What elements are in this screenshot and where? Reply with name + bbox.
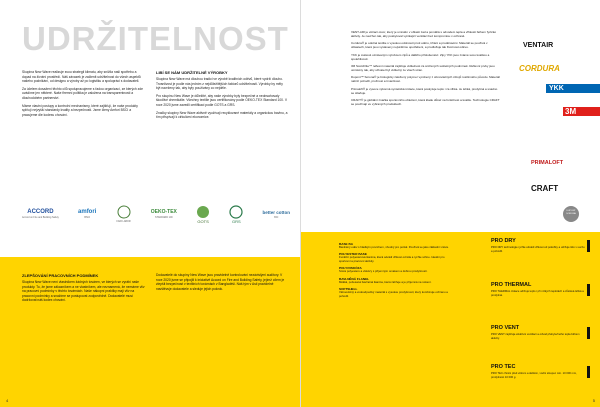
sustainable-products-column	[156, 70, 288, 123]
3m-logo: 3M	[563, 107, 600, 116]
paragraph: Dupont™ Sorona® je biologicky založený polymer vyrobený z obnovitelných zdrojů rostlinného původu. Materiál nabízí pohodlí, pružnost a trvanlivost.	[351, 75, 500, 84]
paragraph: YKK je světově uznávaným výrobcem zipů a dalšího příslušenství. Zipy YKK jsou známé svou kvalitou a spolehlivostí.	[351, 52, 490, 61]
paragraph: Pro skupinu New Wave je důležité, aby naše výrobky byly bezpečné a neobsahovaly škodlivé chemikálie. Všechny textilie jsou certifikovány podle OEKO-TEX Standard 100. V roce 2020 jsme zavedli certifikaci podle GOTS a GRS.	[156, 93, 288, 107]
paragraph: CRAFT® je globální značka sportovního oblečení, která klade důraz na funkčnost a kvalitu. Technologie CRAFT se používají ve vybraných produktech.	[351, 97, 500, 107]
paragraph: Skupina New Wave není vlastníkem žádných továren, ve kterých se vyrábí naše produkty. To, že jsme zákazníkem a ne vlastníkem, ale neznamená, že nemáme vliv na pracovní podmínky v těchto továrnách. Naše nákupní praktiky mají vliv na pracovní podmínky a snažíme se postupovat zodpovědně. Dodavatelé musí dodržovat náš kodex chování.	[22, 280, 145, 303]
right-page	[300, 0, 600, 407]
paragraph: Primaloft® je vysoce výkonná syntetická izolace, která poskytuje teplo i za vlhka. Je lehká, prodyšná a snadno se stlačuje.	[351, 86, 498, 95]
fair-labor-logo: FAIR LABOR	[116, 205, 132, 223]
grs-logo: GRS	[229, 205, 243, 224]
craft-logo: CRAFT	[531, 184, 559, 193]
paragraph: VENT-AIR je větrací otvor, který je umístěn v oblasti zad a pomáhá s odvodem tepla a vlhkosti během fyzické aktivity. Je navržen tak, aby poskytoval vynikající ventilaci bez kompromisu v ochraně.	[351, 30, 496, 39]
accord-logo: ACCORD Accord on Fire and Building Safety	[22, 209, 59, 219]
cordura-logo: CORDURA	[519, 64, 560, 73]
product-pro-tec: PRO TEC PRO TEC chrání před větrem a deštěm, vodní sloupec min. 10 000 mm, prodyšnost 10 000 g.	[491, 364, 600, 379]
sorona-badge: DUPONT SORONA	[563, 206, 579, 222]
primaloft-logo: PRIMALOFT	[531, 160, 564, 166]
paragraph: Skupina New Wave realizuje svou strategii klimatu, aby snížila naši spotřebu a dopad na životní prostředí. Náš závazek je začlenit udržitelnost do všech aspektů našeho podnikání, od designu a výroby až po logistiku a spolupráci s dodavateli.	[22, 70, 141, 84]
material-definitions: BASE BA Bavlněný oděv s hladkým povrchem, vhodný pro potisk. Používá se jako základní vrstva. POLYESTER BASE Funkční polyesterová tkanina, která odvádí vlhkost od těla a rychle schne. Ideální pro sportovní a pracovní aktivity. POLY/VISKÓZA Směs polyesteru a viskózy s příjemným omakem a dobrou prodyšností. BAVLNĚNÁ FLANEL Měkká, počesaná bavlněná tkanina, která zahřeje a je příjemná na nošení. SOFTSHELL Větruodolný a vodoodpudivý materiál s vysokou prodyšností, který kombinuje ochranu a pohodlí.	[339, 242, 449, 298]
paragraph: Za účelem dosažení těchto cílů spolupracujeme s řadou organizací, ze kterých zde uvádíme jen některé. Naše firemní politika je založena na transparentnosti a dlouhodobém partnerství.	[22, 86, 143, 100]
paragraph: Skupina New Wave má dlouhou tradici ve výrobě kvalitních oděvů, které vydrží dlouho. Trvanlivost je podle nás jedním z nejdůležitějších faktorů udržitelnosti. Výrobky by měly být navrženy tak, aby byly používány co nejdéle.	[156, 77, 283, 91]
paragraph: Cordura® je odolná textilie s vysokou odolností proti oděru, trhání a proděravění. Materiál se používá v oblastech, které jsou vystaveny největšímu opotřebení, a prodlužuje tak životnost oděvu.	[351, 41, 488, 50]
page-title: UDRŽITELNOST	[22, 20, 289, 57]
certification-logos	[22, 194, 290, 234]
product-pro-dry: PRO DRY PRO DRY technologie rychle odvádí vlhkost od pokožky a udržuje tělo v suchu a pohodlí.	[491, 238, 600, 253]
ventair-logo: VENTAIR	[523, 42, 554, 49]
paragraph: 3M Scotchlite™ reflexní materiál zajišťuje viditelnost za snížených světelných podmínek. Reflexní prvky jsou umístěny tak, aby uživatel byl viditelný ze všech stran.	[351, 63, 495, 73]
better-cotton-logo: better cotton BCI	[262, 209, 290, 219]
box-heading: ZLEPŠOVÁNÍ PRACOVNÍCH PODMÍNEK	[22, 273, 99, 278]
page-number: 4	[6, 398, 9, 403]
technology-panel	[301, 232, 600, 407]
oeko-tex-logo: OEKO-TEX STANDARD 100	[150, 209, 177, 219]
paragraph: Dodavatelé do skupiny New Wave jsou pravidelně kontrolováni nezávislými auditory. V roce 2020 jsme se připojili k iniciativě Accord on Fire and Building Safety, jejímž cílem je zlepšit bezpečnost v textilních továrnách v Bangladéši. Náš tým v Asii pravidelně navštěvuje dodavatele a sleduje jejich pokrok.	[156, 273, 285, 291]
amfori-logo: amfori BSCI	[78, 209, 97, 219]
product-pro-thermal: PRO THERMAL PRO THERMAL izolace udržuje teplo i při nízkých teplotách a zůstává lehká a prodyšná.	[491, 282, 600, 297]
product-pro-vent: PRO VENT PRO VENT zajišťuje efektivní ventilaci a odvod přebytečného tepla během aktivity.	[491, 325, 600, 340]
intro-column	[22, 70, 146, 120]
paragraph: Máme vlastní postupy a kontrolní mechanismy, které zajišťují, že naše produkty splňují nejvyšší standardy kvality a bezpečnosti. Jsme členy Amfori BSCI a pracujeme dle kodexu chování.	[22, 103, 138, 117]
brand-descriptions	[351, 30, 501, 109]
section-heading: LIBÍ SE NÁM UDRŽITELNÉ VÝROBKY	[156, 70, 228, 75]
working-conditions-box	[0, 257, 300, 407]
paragraph: Značky skupiny New Wave aktivně využívají recyklované materiály a organickou bavlnu, a tím přispívají k cirkulární ekonomice.	[156, 110, 288, 120]
page-number: 5	[592, 398, 595, 403]
gots-logo: GOTS	[196, 205, 210, 224]
ykk-logo: YKK	[546, 84, 600, 93]
